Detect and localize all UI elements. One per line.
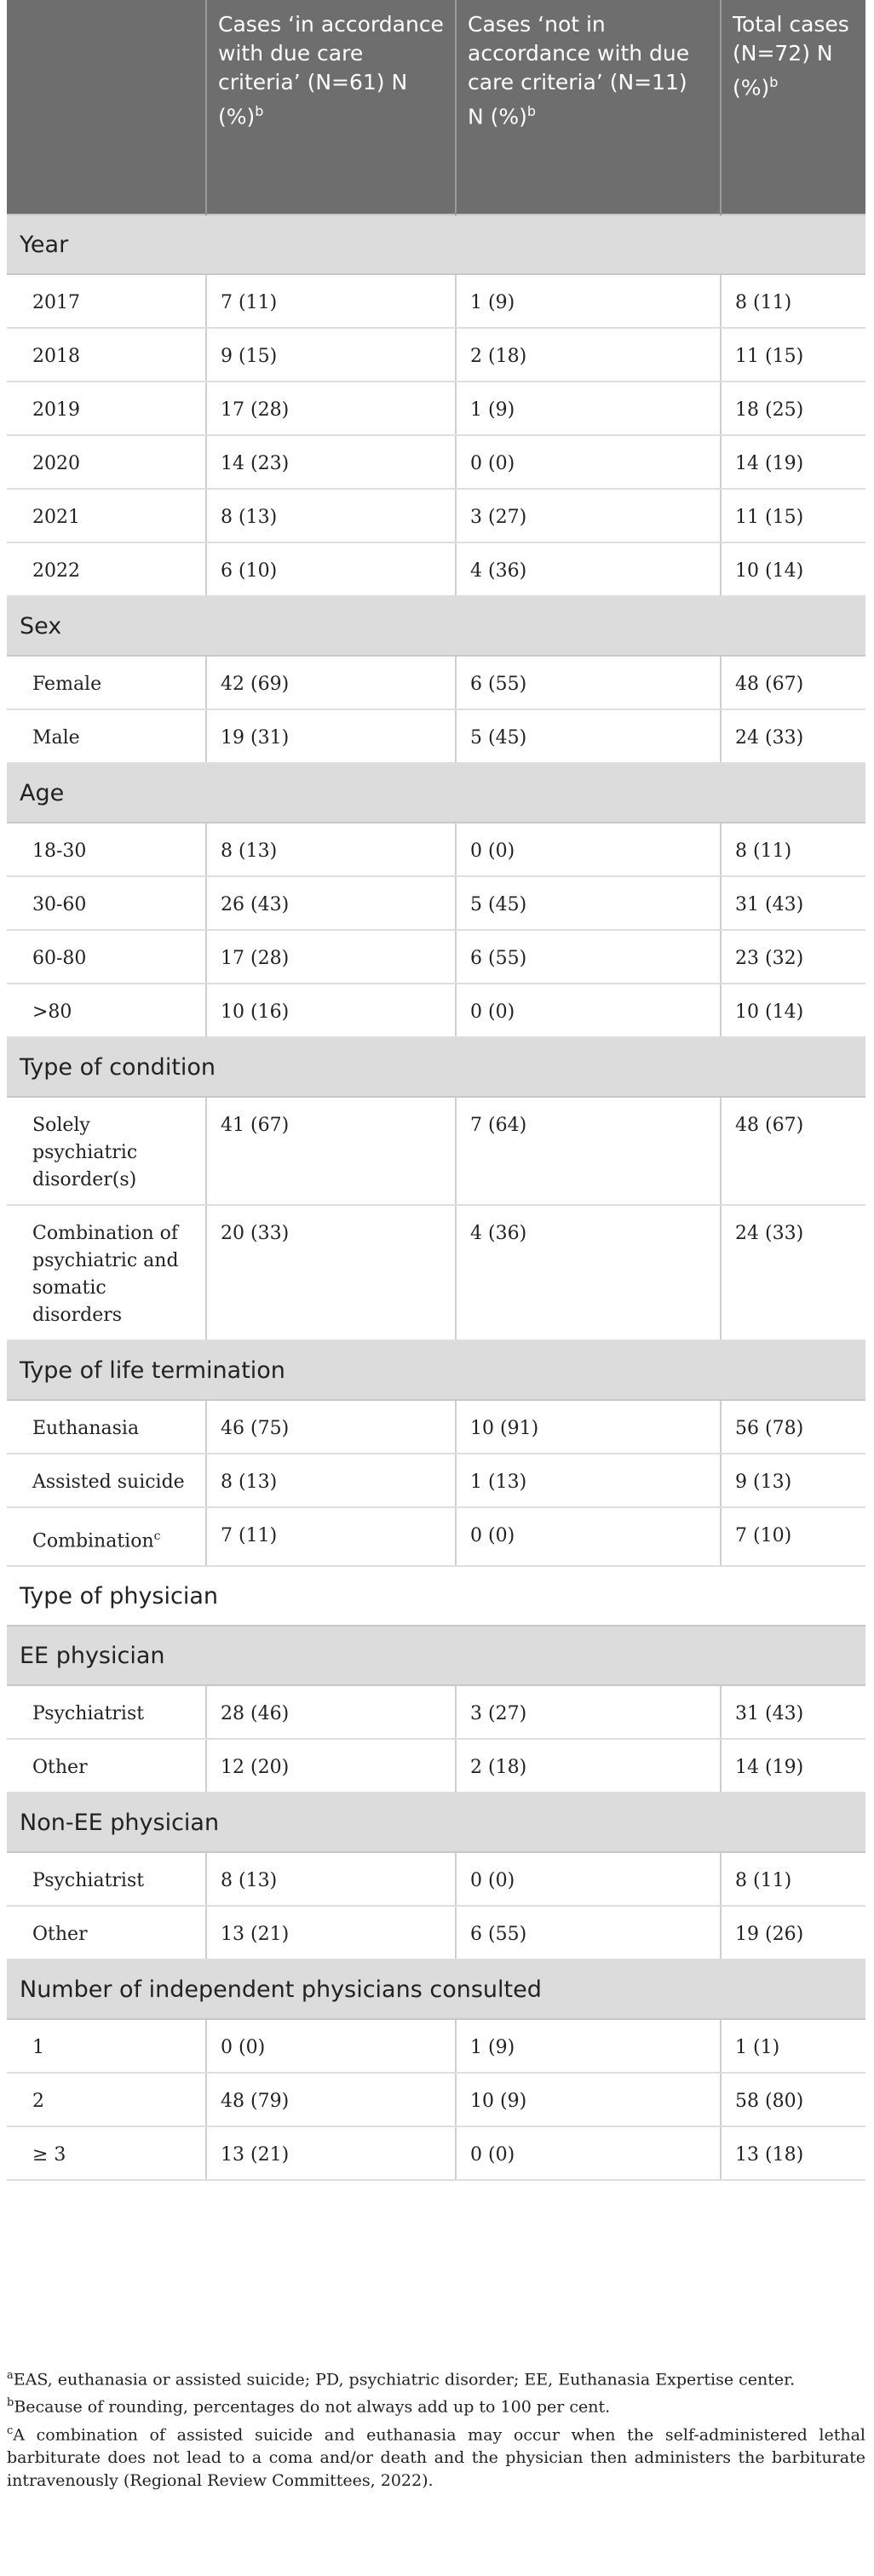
cell-in-accordance: 48 (79) xyxy=(206,2073,456,2126)
row-label: Other xyxy=(7,1739,206,1793)
cell-total: 11 (15) xyxy=(721,328,865,382)
row-label: Female xyxy=(7,656,206,709)
cell-in-accordance: 7 (11) xyxy=(206,274,456,328)
cell-not-in-accordance: 4 (36) xyxy=(456,1205,721,1340)
row-label: 1 xyxy=(7,2019,206,2073)
cell-not-in-accordance: 0 (0) xyxy=(456,984,721,1037)
table-row xyxy=(7,876,865,930)
cell-not-in-accordance: 10 (9) xyxy=(456,2073,721,2126)
section-type-of-physician xyxy=(7,1566,865,1626)
row-label: Solely psychiatric disorder(s) xyxy=(7,1097,206,1205)
cell-in-accordance: 8 (13) xyxy=(206,1852,456,1906)
row-label: >80 xyxy=(7,984,206,1037)
row-label: Assisted suicide xyxy=(7,1454,206,1507)
cell-total: 8 (11) xyxy=(721,1852,865,1906)
cell-total: 14 (19) xyxy=(721,435,865,489)
cell-in-accordance: 12 (20) xyxy=(206,1739,456,1793)
header-in-accordance-sup: b xyxy=(255,103,264,119)
section-sex xyxy=(7,596,865,656)
table-row xyxy=(7,930,865,984)
table-row xyxy=(7,1906,865,1959)
cell-in-accordance: 7 (11) xyxy=(206,1507,456,1566)
cell-total: 48 (67) xyxy=(721,1097,865,1205)
row-label: 18-30 xyxy=(7,823,206,876)
cell-total: 48 (67) xyxy=(721,656,865,709)
cell-not-in-accordance: 1 (9) xyxy=(456,274,721,328)
cell-in-accordance: 20 (33) xyxy=(206,1205,456,1340)
table-row xyxy=(7,274,865,328)
cell-in-accordance: 42 (69) xyxy=(206,656,456,709)
cell-total: 8 (11) xyxy=(721,274,865,328)
row-label: 2018 xyxy=(7,328,206,382)
table-row xyxy=(7,435,865,489)
table-row xyxy=(7,2019,865,2073)
table-row xyxy=(7,1852,865,1906)
cell-total: 58 (80) xyxy=(721,2073,865,2126)
cell-not-in-accordance: 6 (55) xyxy=(456,656,721,709)
footnote-text: EAS, euthanasia or assisted suicide; PD, psychiatric disorder; EE, Euthanasia Expertise center. xyxy=(13,2370,796,2390)
cell-total: 19 (26) xyxy=(721,1906,865,1959)
footnote-text: Because of rounding, percentages do not always add up to 100 per cent. xyxy=(14,2397,611,2417)
cell-not-in-accordance: 0 (0) xyxy=(456,823,721,876)
header-not-in-accordance-sup: b xyxy=(526,103,537,119)
header-total-sup: b xyxy=(769,74,779,90)
section-label: EE physician xyxy=(7,1626,865,1685)
table-row xyxy=(7,1507,865,1566)
table-row xyxy=(7,656,865,709)
cell-total: 9 (13) xyxy=(721,1454,865,1507)
section-independent-physicians xyxy=(7,1959,865,2019)
cell-total: 11 (15) xyxy=(721,489,865,542)
footnote-mark: c xyxy=(7,2424,14,2437)
section-label: Number of independent physicians consulted xyxy=(7,1959,865,2019)
cell-in-accordance: 46 (75) xyxy=(206,1400,456,1454)
section-label: Type of condition xyxy=(7,1037,865,1097)
footnote-mark: a xyxy=(7,2369,14,2382)
cell-total: 13 (18) xyxy=(721,2126,865,2180)
cell-total: 10 (14) xyxy=(721,542,865,596)
table-row xyxy=(7,1205,865,1340)
cell-total: 14 (19) xyxy=(721,1739,865,1793)
table-row xyxy=(7,2073,865,2126)
row-label: Male xyxy=(7,709,206,763)
cell-total: 18 (25) xyxy=(721,382,865,435)
footnote-b xyxy=(7,2391,865,2418)
cell-not-in-accordance: 0 (0) xyxy=(456,435,721,489)
header-not-in-accordance-label: Cases ‘not in accordance with due care criteria’ (N=11) N (%) xyxy=(468,12,690,129)
cell-total: 24 (33) xyxy=(721,1205,865,1340)
header-empty-cell xyxy=(7,0,206,215)
cell-in-accordance: 17 (28) xyxy=(206,382,456,435)
row-label: Combination of psychiatric and somatic disorders xyxy=(7,1205,206,1340)
cell-in-accordance: 41 (67) xyxy=(206,1097,456,1205)
cell-not-in-accordance: 10 (91) xyxy=(456,1400,721,1454)
table-row xyxy=(7,328,865,382)
cell-in-accordance: 9 (15) xyxy=(206,328,456,382)
cell-total: 31 (43) xyxy=(721,1685,865,1739)
footnote-a xyxy=(7,2364,865,2391)
cell-total: 7 (10) xyxy=(721,1507,865,1566)
section-non-ee-physician xyxy=(7,1793,865,1852)
cell-not-in-accordance: 4 (36) xyxy=(456,542,721,596)
table-row xyxy=(7,1097,865,1205)
cell-in-accordance: 0 (0) xyxy=(206,2019,456,2073)
cell-in-accordance: 19 (31) xyxy=(206,709,456,763)
row-label: Other xyxy=(7,1906,206,1959)
cell-not-in-accordance: 0 (0) xyxy=(456,1852,721,1906)
cell-in-accordance: 14 (23) xyxy=(206,435,456,489)
cell-total: 23 (32) xyxy=(721,930,865,984)
section-age xyxy=(7,763,865,823)
row-label: ≥ 3 xyxy=(7,2126,206,2180)
row-label: Psychiatrist xyxy=(7,1852,206,1906)
row-label: 2019 xyxy=(7,382,206,435)
cell-not-in-accordance: 1 (9) xyxy=(456,2019,721,2073)
section-label: Type of physician xyxy=(7,1566,865,1626)
table-header-row xyxy=(7,0,865,215)
table-row xyxy=(7,1739,865,1793)
cell-not-in-accordance: 2 (18) xyxy=(456,1739,721,1793)
table-row xyxy=(7,542,865,596)
header-in-accordance xyxy=(206,0,456,215)
row-label: 2 xyxy=(7,2073,206,2126)
row-label: 30-60 xyxy=(7,876,206,930)
cell-in-accordance: 13 (21) xyxy=(206,1906,456,1959)
section-label: Year xyxy=(7,215,865,274)
cell-not-in-accordance: 5 (45) xyxy=(456,876,721,930)
cell-total: 1 (1) xyxy=(721,2019,865,2073)
header-not-in-accordance xyxy=(456,0,721,215)
header-total xyxy=(721,0,865,215)
row-label: Euthanasia xyxy=(7,1400,206,1454)
table-row xyxy=(7,2126,865,2180)
row-label: Psychiatrist xyxy=(7,1685,206,1739)
cell-in-accordance: 8 (13) xyxy=(206,489,456,542)
row-label: 2021 xyxy=(7,489,206,542)
section-type-of-life-termination xyxy=(7,1340,865,1400)
cell-not-in-accordance: 3 (27) xyxy=(456,489,721,542)
table-row xyxy=(7,382,865,435)
cell-in-accordance: 26 (43) xyxy=(206,876,456,930)
footnote-c-marker: c xyxy=(153,1529,161,1543)
table-row xyxy=(7,1400,865,1454)
table-row xyxy=(7,1454,865,1507)
cell-not-in-accordance: 0 (0) xyxy=(456,1507,721,1566)
footnote-c xyxy=(7,2419,865,2493)
section-label: Sex xyxy=(7,596,865,656)
section-label: Type of life termination xyxy=(7,1340,865,1400)
section-year xyxy=(7,215,865,274)
cell-in-accordance: 17 (28) xyxy=(206,930,456,984)
cell-not-in-accordance: 6 (55) xyxy=(456,930,721,984)
cell-total: 24 (33) xyxy=(721,709,865,763)
section-type-of-condition xyxy=(7,1037,865,1097)
table-row xyxy=(7,823,865,876)
footnote-text: A combination of assisted suicide and euthanasia may occur when the self-administered lethal barbiturate does not lead to a coma and/or death and the physician then administers the barbiturate intravenously (Regional Review Committees, 2022). xyxy=(7,2424,865,2490)
header-in-accordance-label: Cases ‘in accordance with due care criteria’ (N=61) N (%) xyxy=(218,12,444,129)
cell-not-in-accordance: 6 (55) xyxy=(456,1906,721,1959)
row-label: 2017 xyxy=(7,274,206,328)
cell-not-in-accordance: 1 (13) xyxy=(456,1454,721,1507)
table-row xyxy=(7,709,865,763)
cell-not-in-accordance: 0 (0) xyxy=(456,2126,721,2180)
cell-not-in-accordance: 7 (64) xyxy=(456,1097,721,1205)
cell-total: 56 (78) xyxy=(721,1400,865,1454)
table-row xyxy=(7,489,865,542)
table-row xyxy=(7,984,865,1037)
cell-in-accordance: 6 (10) xyxy=(206,542,456,596)
cell-in-accordance: 10 (16) xyxy=(206,984,456,1037)
row-label: 60-80 xyxy=(7,930,206,984)
section-label: Age xyxy=(7,763,865,823)
header-total-label: Total cases (N=72) N (%) xyxy=(733,12,849,100)
cell-in-accordance: 13 (21) xyxy=(206,2126,456,2180)
cell-not-in-accordance: 2 (18) xyxy=(456,328,721,382)
row-label: 2022 xyxy=(7,542,206,596)
footnote-mark: b xyxy=(7,2396,14,2410)
cell-not-in-accordance: 3 (27) xyxy=(456,1685,721,1739)
cell-total: 31 (43) xyxy=(721,876,865,930)
section-label: Non-EE physician xyxy=(7,1793,865,1852)
cell-in-accordance: 8 (13) xyxy=(206,1454,456,1507)
row-label-text: Combination xyxy=(32,1530,154,1552)
cell-in-accordance: 8 (13) xyxy=(206,823,456,876)
row-label: 2020 xyxy=(7,435,206,489)
row-label xyxy=(7,1507,206,1566)
table-row xyxy=(7,1685,865,1739)
section-ee-physician xyxy=(7,1626,865,1685)
cell-total: 10 (14) xyxy=(721,984,865,1037)
cell-not-in-accordance: 5 (45) xyxy=(456,709,721,763)
characteristics-table xyxy=(7,0,865,2181)
cell-total: 8 (11) xyxy=(721,823,865,876)
cell-not-in-accordance: 1 (9) xyxy=(456,382,721,435)
footnotes xyxy=(7,2364,865,2493)
cell-in-accordance: 28 (46) xyxy=(206,1685,456,1739)
